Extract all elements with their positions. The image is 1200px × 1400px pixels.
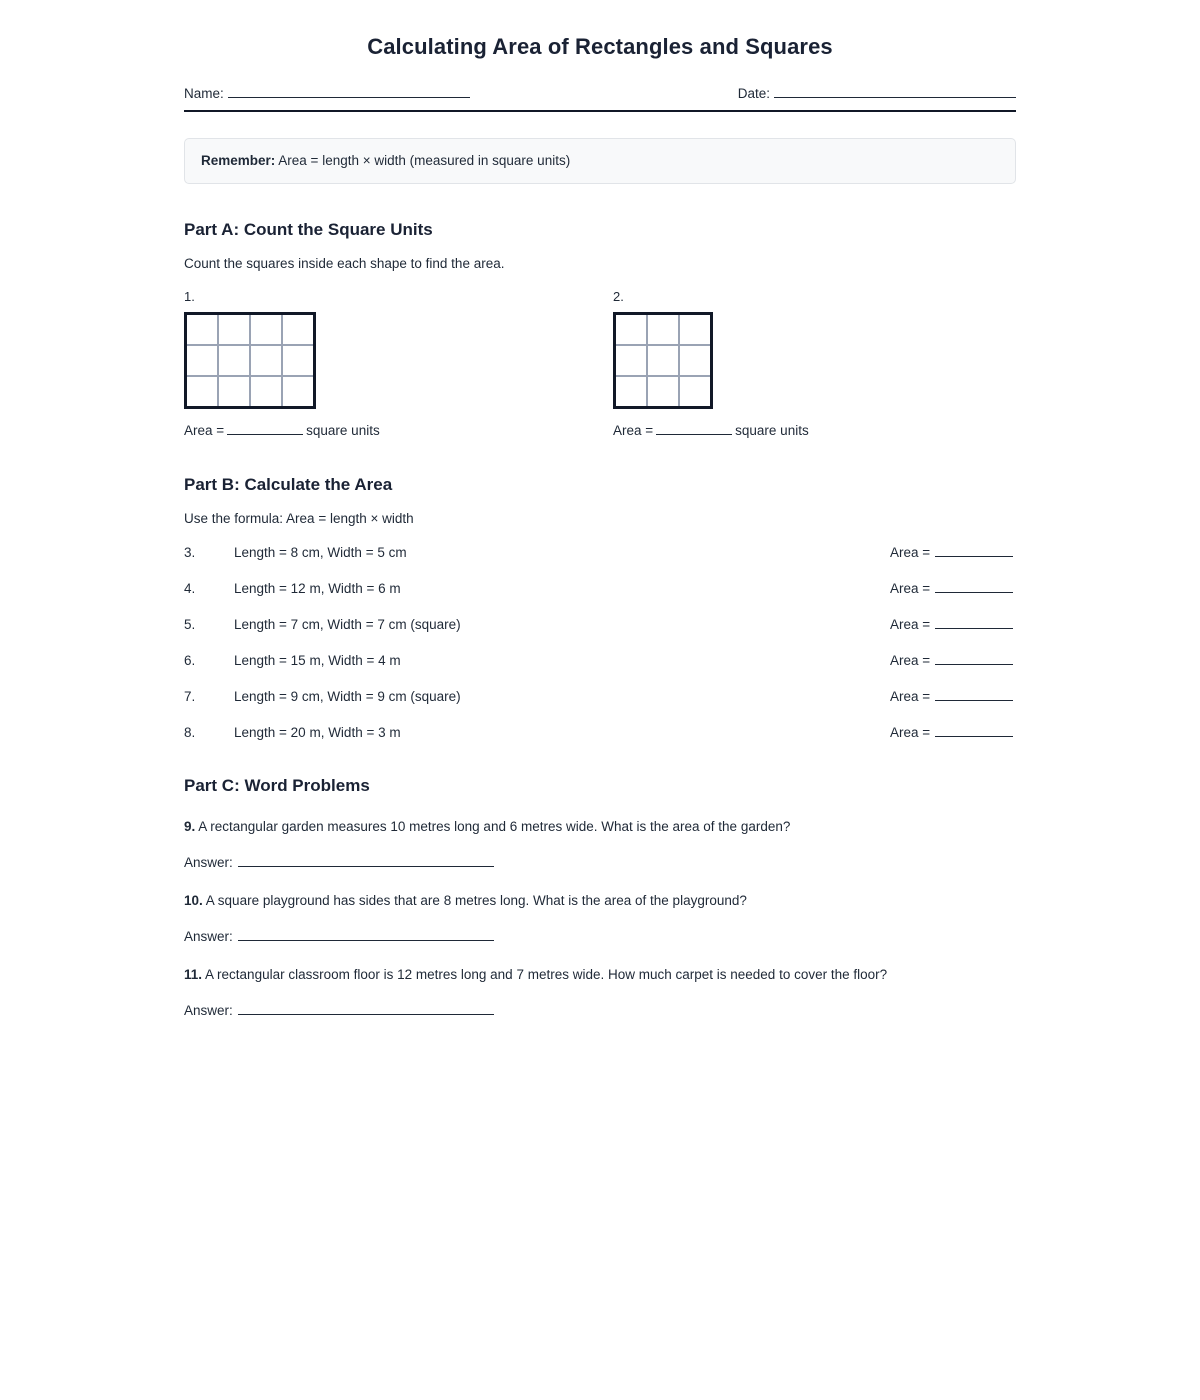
word-problem xyxy=(184,892,1016,944)
word-problem-answer-blank[interactable] xyxy=(238,854,494,867)
grid-cell xyxy=(251,346,281,375)
grid-cell xyxy=(648,346,678,375)
grid-cell xyxy=(187,377,217,406)
part-a-shapes xyxy=(184,289,1016,439)
problem-answer-label: Area = xyxy=(890,653,931,669)
name-date-row xyxy=(184,84,1016,101)
part-c-problem-list xyxy=(184,818,1016,1018)
problem-answer-group xyxy=(890,652,1016,668)
problem-number: 4. xyxy=(184,581,196,597)
word-problem-answer-blank[interactable] xyxy=(238,1002,494,1015)
problem-answer-label: Area = xyxy=(890,725,931,741)
grid-cell xyxy=(251,315,281,344)
word-problem-number: 9. xyxy=(184,819,196,835)
date-field-group xyxy=(738,84,1016,101)
remember-callout xyxy=(184,138,1016,184)
grid-cell xyxy=(616,315,646,344)
word-problem-answer-label: Answer: xyxy=(184,1002,233,1018)
part-c-heading: Part C: Word Problems xyxy=(184,776,370,796)
problem-text: Length = 15 m, Width = 4 m xyxy=(234,653,401,669)
word-problem-question xyxy=(184,966,1016,985)
grid-cell xyxy=(187,346,217,375)
problem-answer-group xyxy=(890,724,1016,740)
grid-cell xyxy=(251,377,281,406)
part-b-heading: Part B: Calculate the Area xyxy=(184,475,393,495)
problem-text: Length = 7 cm, Width = 7 cm (square) xyxy=(234,617,461,633)
remember-text: Area = length × width (measured in square units) xyxy=(275,153,571,168)
problem-text: Length = 9 cm, Width = 9 cm (square) xyxy=(234,689,461,705)
problem-number: 8. xyxy=(184,725,196,741)
problem-answer-blank[interactable] xyxy=(935,544,1013,557)
word-problem-question xyxy=(184,892,1016,911)
word-problem xyxy=(184,966,1016,1018)
square-units-grid-2 xyxy=(613,312,713,409)
word-problem-answer-label: Answer: xyxy=(184,855,233,871)
name-label: Name: xyxy=(184,86,224,101)
problem-answer-group xyxy=(890,544,1016,560)
shape-item-1 xyxy=(184,289,380,438)
shape-area-line-1 xyxy=(184,422,380,438)
word-problem-number: 10. xyxy=(184,893,203,909)
problem-row xyxy=(184,652,1016,668)
problem-answer-group xyxy=(890,688,1016,704)
problem-number: 3. xyxy=(184,545,196,561)
part-b-intro: Use the formula: Area = length × width xyxy=(184,511,414,527)
grid-cell xyxy=(680,346,710,375)
area-suffix-1: square units xyxy=(306,423,380,439)
word-problem-answer-line xyxy=(184,928,1016,944)
grid-cell xyxy=(219,377,249,406)
date-input-line[interactable] xyxy=(774,84,1016,98)
problem-answer-blank[interactable] xyxy=(935,724,1013,737)
grid-cell xyxy=(283,377,313,406)
grid-cell xyxy=(283,315,313,344)
problem-answer-blank[interactable] xyxy=(935,580,1013,593)
grid-cell xyxy=(219,346,249,375)
word-problem-text: A square playground has sides that are 8 metres long. What is the area of the playground? xyxy=(202,893,747,909)
shape-number-2: 2. xyxy=(613,289,624,305)
problem-row xyxy=(184,616,1016,632)
problem-answer-blank[interactable] xyxy=(935,652,1013,665)
area-blank-2[interactable] xyxy=(656,422,732,435)
area-prefix-1: Area = xyxy=(184,423,225,439)
name-field-group xyxy=(184,84,470,101)
grid-cell xyxy=(648,315,678,344)
grid-cell xyxy=(680,377,710,406)
word-problem-question xyxy=(184,818,1016,837)
problem-text: Length = 8 cm, Width = 5 cm xyxy=(234,545,407,561)
problem-row xyxy=(184,688,1016,704)
area-blank-1[interactable] xyxy=(227,422,303,435)
header-divider xyxy=(184,110,1016,112)
part-a-intro: Count the squares inside each shape to find the area. xyxy=(184,256,505,272)
problem-number: 6. xyxy=(184,653,196,669)
problem-text: Length = 20 m, Width = 3 m xyxy=(234,725,401,741)
word-problem-answer-line xyxy=(184,1002,1016,1018)
problem-answer-group xyxy=(890,580,1016,596)
square-units-grid-1 xyxy=(184,312,316,409)
problem-row xyxy=(184,580,1016,596)
word-problem-text: A rectangular classroom floor is 12 metres long and 7 metres wide. How much carpet is needed to cover the floor? xyxy=(202,967,888,982)
grid-cell xyxy=(219,315,249,344)
problem-number: 7. xyxy=(184,689,196,705)
problem-text: Length = 12 m, Width = 6 m xyxy=(234,581,401,597)
area-prefix-2: Area = xyxy=(613,423,654,439)
problem-row xyxy=(184,724,1016,740)
part-a-heading: Part A: Count the Square Units xyxy=(184,220,433,240)
page-title: Calculating Area of Rectangles and Squares xyxy=(367,34,833,59)
grid-cell xyxy=(283,346,313,375)
problem-row xyxy=(184,544,1016,560)
word-problem-answer-blank[interactable] xyxy=(238,928,494,941)
word-problem xyxy=(184,818,1016,870)
word-problem-text: A rectangular garden measures 10 metres long and 6 metres wide. What is the area of the garden? xyxy=(195,819,791,835)
part-b-problem-list xyxy=(184,544,1016,740)
worksheet-body xyxy=(184,0,1016,1018)
problem-answer-blank[interactable] xyxy=(935,616,1013,629)
grid-cell xyxy=(648,377,678,406)
word-problem-answer-line xyxy=(184,854,1016,870)
problem-answer-label: Area = xyxy=(890,581,931,597)
problem-answer-label: Area = xyxy=(890,617,931,633)
problem-answer-group xyxy=(890,616,1016,632)
grid-cell xyxy=(187,315,217,344)
word-problem-number: 11. xyxy=(184,967,203,982)
word-problem-answer-label: Answer: xyxy=(184,929,233,944)
grid-cell xyxy=(616,377,646,406)
remember-label: Remember: xyxy=(201,153,276,168)
problem-answer-label: Area = xyxy=(890,545,931,561)
name-input-line[interactable] xyxy=(228,84,470,98)
problem-answer-blank[interactable] xyxy=(935,688,1013,701)
grid-cell xyxy=(616,346,646,375)
shape-item-2 xyxy=(613,289,809,438)
problem-answer-label: Area = xyxy=(890,689,931,705)
area-suffix-2: square units xyxy=(735,423,809,439)
shape-number-1: 1. xyxy=(184,289,195,305)
shape-area-line-2 xyxy=(613,422,809,438)
date-label: Date: xyxy=(737,86,770,101)
grid-cell xyxy=(680,315,710,344)
problem-number: 5. xyxy=(184,617,196,633)
